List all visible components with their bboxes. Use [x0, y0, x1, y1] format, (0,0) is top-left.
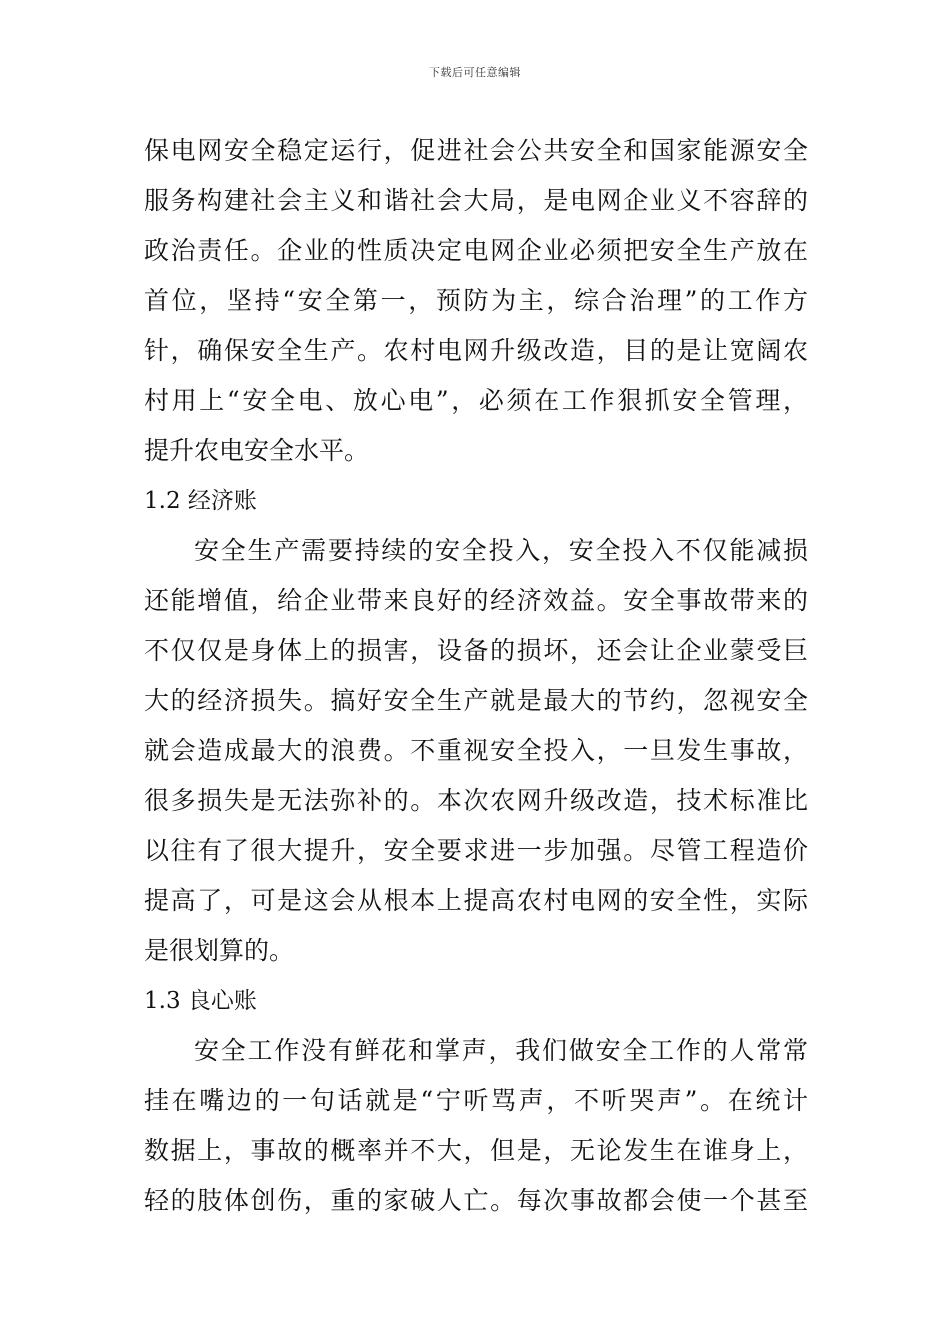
document-body	[144, 126, 808, 1226]
paragraph-line: 提升农电安全水平。	[144, 436, 370, 465]
paragraph-line: 提高了，可是这会从根本上提高农村电网的安全性，实际	[144, 886, 808, 915]
paragraph-line: 是很划算的。	[144, 936, 295, 965]
paragraph-line: 首位，坚持“安全第一，预防为主，综合治理”的工作方	[144, 286, 808, 315]
paragraph-line: 数据上，事故的概率并不大，但是，无论发生在谁身上，	[144, 1136, 808, 1165]
paragraph-line: 保电网安全稳定运行，促进社会公共安全和国家能源安全	[144, 136, 808, 165]
section-heading: 1.2 经济账	[144, 488, 257, 514]
paragraph-line: 服务构建社会主义和谐社会大局，是电网企业义不容辞的	[144, 186, 808, 215]
paragraph-line: 轻的肢体创伤，重的家破人亡。每次事故都会使一个甚至	[144, 1186, 808, 1215]
paragraph-line: 安全工作没有鲜花和掌声，我们做安全工作的人常常	[194, 1036, 808, 1065]
paragraph-line: 还能增值，给企业带来良好的经济效益。安全事故带来的	[144, 586, 808, 615]
paragraph-line: 以往有了很大提升，安全要求进一步加强。尽管工程造价	[144, 836, 808, 865]
paragraph-line: 挂在嘴边的一句话就是“宁听骂声，不听哭声”。在统计	[144, 1086, 808, 1115]
paragraph-line: 不仅仅是身体上的损害，设备的损坏，还会让企业蒙受巨	[144, 636, 808, 665]
paragraph-line: 针，确保安全生产。农村电网升级改造，目的是让宽阔农	[144, 336, 808, 365]
section-heading: 1.3 良心账	[144, 988, 257, 1014]
paragraph-line: 政治责任。企业的性质决定电网企业必须把安全生产放在	[144, 236, 808, 265]
paragraph-line: 村用上“安全电、放心电”，必须在工作狠抓安全管理，	[144, 386, 808, 415]
paragraph-line: 很多损失是无法弥补的。本次农网升级改造，技术标准比	[144, 786, 808, 815]
page-header: 下载后可任意编辑	[429, 66, 521, 79]
paragraph-line: 安全生产需要持续的安全投入，安全投入不仅能减损	[194, 536, 808, 565]
paragraph-line: 就会造成最大的浪费。不重视安全投入，一旦发生事故，	[144, 736, 808, 765]
paragraph-line: 大的经济损失。搞好安全生产就是最大的节约，忽视安全	[144, 686, 808, 715]
